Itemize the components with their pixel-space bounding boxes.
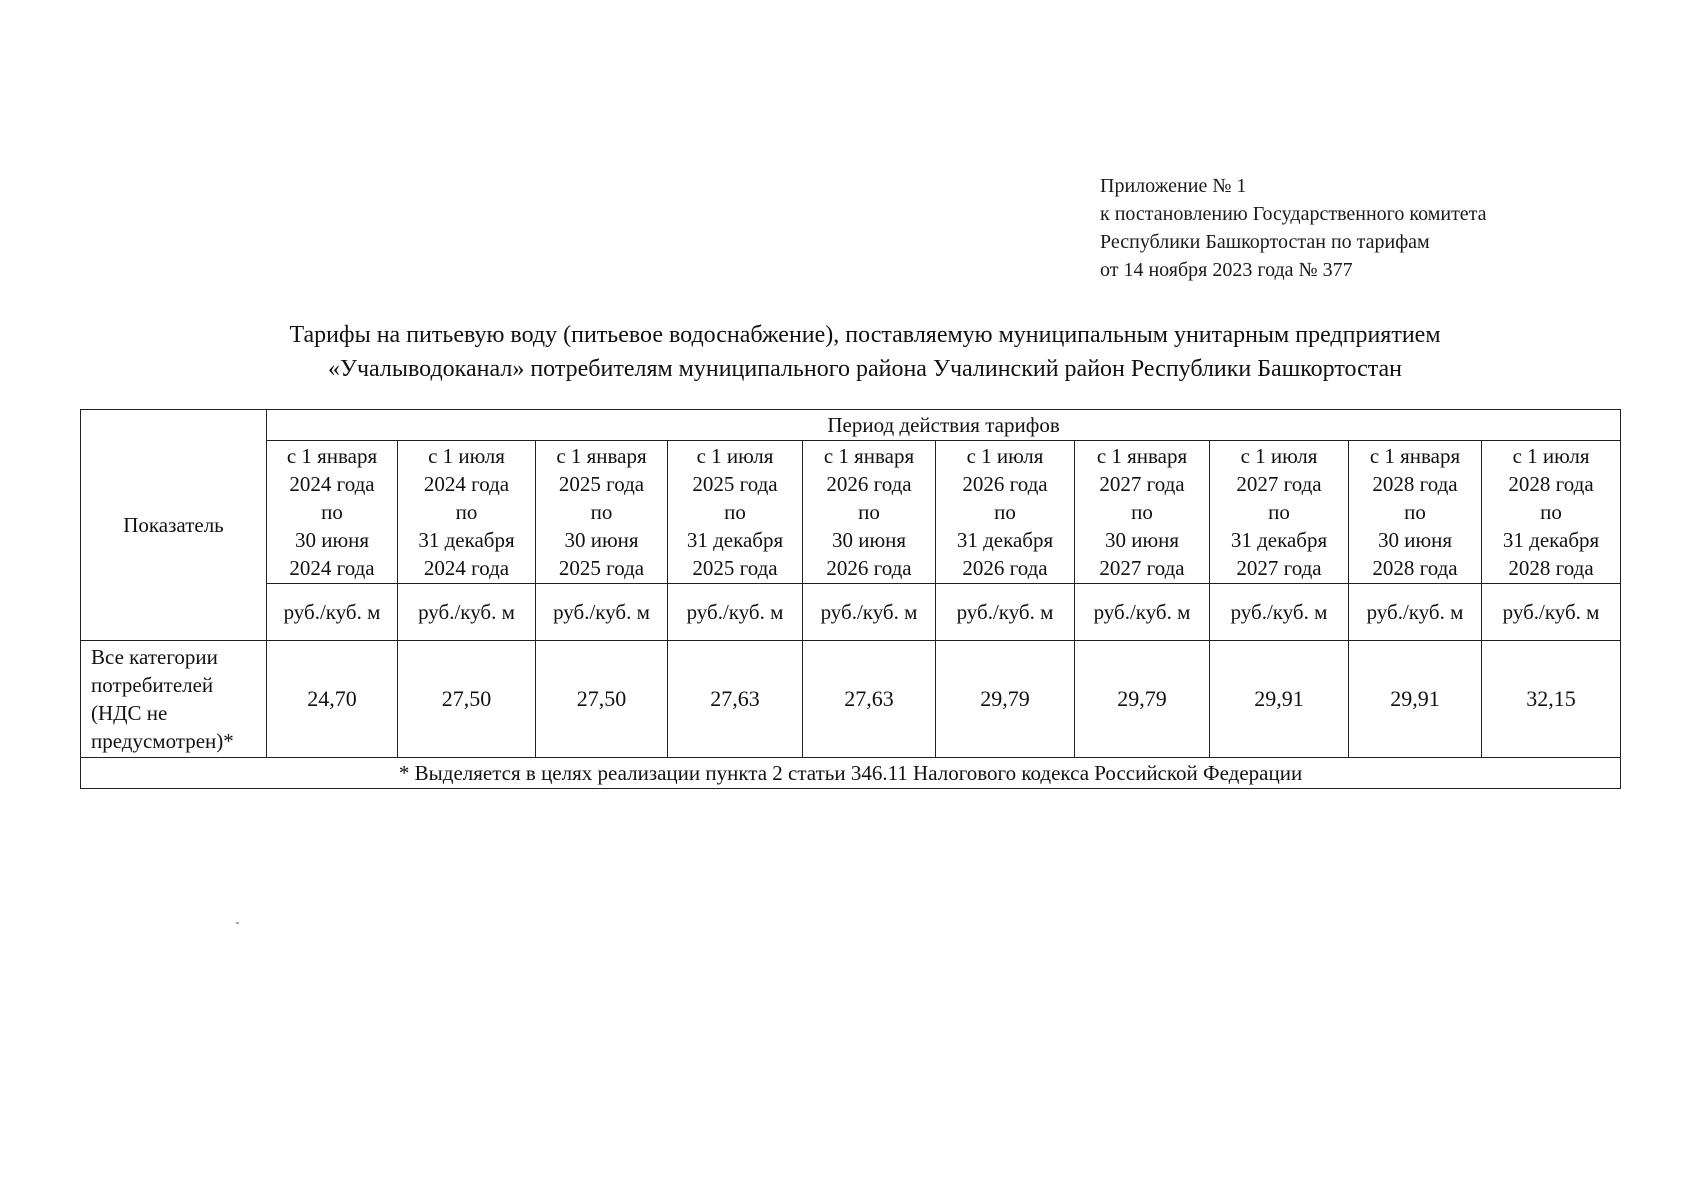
- document-title: [80, 318, 1650, 386]
- unit-cell: руб./куб. м: [803, 584, 936, 641]
- tariff-value: 29,91: [1349, 641, 1482, 758]
- tariff-value: 27,50: [398, 641, 536, 758]
- appendix-line: Республики Башкортостан по тарифам: [1100, 231, 1430, 253]
- unit-cell: руб./куб. м: [1349, 584, 1482, 641]
- table-header-row: [81, 410, 1621, 441]
- period-cell: с 1 июля 2028 года по 31 декабря 2028 года: [1482, 441, 1621, 584]
- unit-row: [81, 584, 1621, 641]
- unit-cell: руб./куб. м: [398, 584, 536, 641]
- period-cell: с 1 июля 2026 года по 31 декабря 2026 года: [936, 441, 1075, 584]
- tariff-value: 24,70: [267, 641, 398, 758]
- footnote-row: [81, 758, 1621, 789]
- unit-cell: руб./куб. м: [936, 584, 1075, 641]
- tariff-value: 29,79: [1075, 641, 1210, 758]
- period-row: [81, 441, 1621, 584]
- scan-speck: [236, 922, 239, 924]
- tariff-table: [80, 409, 1621, 789]
- period-cell: с 1 января 2026 года по 30 июня 2026 года: [803, 441, 936, 584]
- unit-cell: руб./куб. м: [267, 584, 398, 641]
- tariff-value: 29,91: [1210, 641, 1349, 758]
- tariff-value: 27,50: [536, 641, 668, 758]
- tariff-value: 29,79: [936, 641, 1075, 758]
- appendix-line: Приложение № 1: [1100, 175, 1247, 197]
- period-cell: с 1 января 2028 года по 30 июня 2028 года: [1349, 441, 1482, 584]
- period-cell: с 1 июля 2025 года по 31 декабря 2025 года: [668, 441, 803, 584]
- tariff-value: 27,63: [668, 641, 803, 758]
- tariff-value: 32,15: [1482, 641, 1621, 758]
- indicator-header: Показатель: [81, 410, 267, 641]
- title-line: «Учалыводоканал» потребителям муниципального района Учалинский район Республики Башкортостан: [327, 356, 1403, 382]
- tariff-value: 27,63: [803, 641, 936, 758]
- period-cell: с 1 июля 2027 года по 31 декабря 2027 года: [1210, 441, 1349, 584]
- footnote: * Выделяется в целях реализации пункта 2 статьи 346.11 Налогового кодекса Российской Федерации: [81, 758, 1621, 789]
- period-cell: с 1 июля 2024 года по 31 декабря 2024 года: [398, 441, 536, 584]
- appendix-line: от 14 ноября 2023 года № 377: [1100, 259, 1353, 281]
- appendix-line: к постановлению Государственного комитета: [1100, 203, 1487, 225]
- period-header: Период действия тарифов: [267, 410, 1621, 441]
- unit-cell: руб./куб. м: [1210, 584, 1349, 641]
- table-row: [81, 641, 1621, 758]
- unit-cell: руб./куб. м: [668, 584, 803, 641]
- category-cell: Все категории потребителей (НДС не предусмотрен)*: [81, 641, 267, 758]
- unit-cell: руб./куб. м: [536, 584, 668, 641]
- unit-cell: руб./куб. м: [1482, 584, 1621, 641]
- period-cell: с 1 января 2025 года по 30 июня 2025 года: [536, 441, 668, 584]
- appendix-block: [1100, 172, 1487, 284]
- period-cell: с 1 января 2024 года по 30 июня 2024 года: [267, 441, 398, 584]
- unit-cell: руб./куб. м: [1075, 584, 1210, 641]
- period-cell: с 1 января 2027 года по 30 июня 2027 года: [1075, 441, 1210, 584]
- title-line: Тарифы на питьевую воду (питьевое водоснабжение), поставляемую муниципальным унитарным предприятием: [289, 322, 1441, 348]
